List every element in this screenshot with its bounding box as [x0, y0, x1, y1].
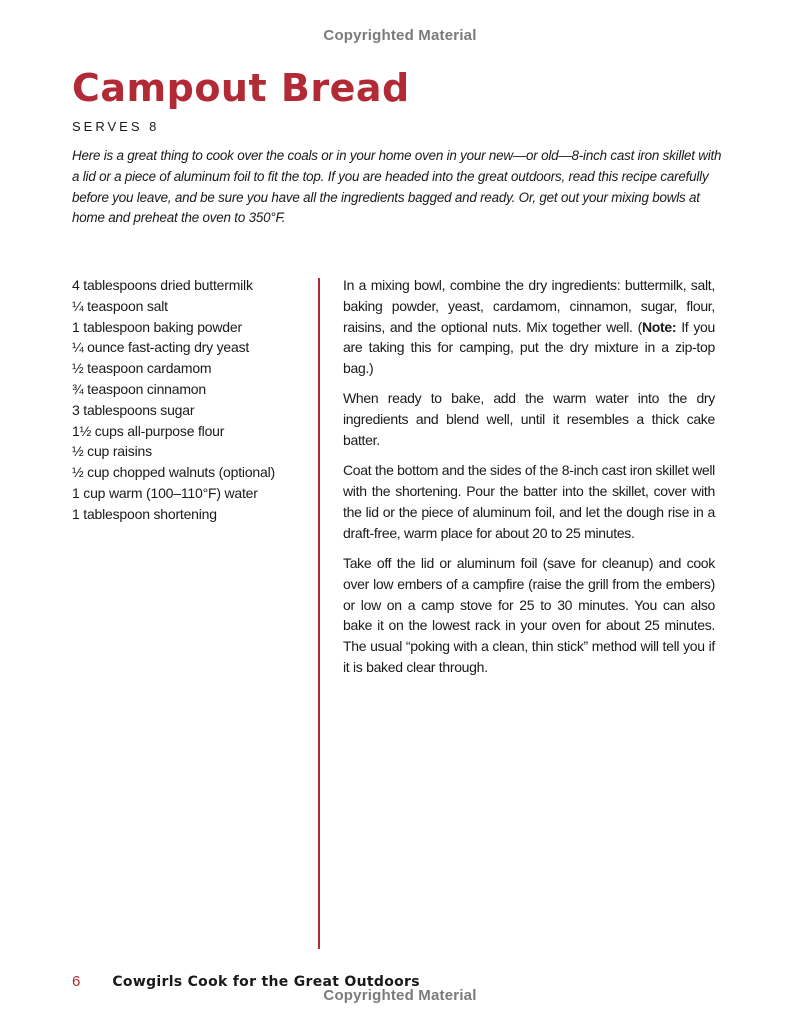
ingredient-item: ½ cup chopped walnuts (optional) — [72, 464, 275, 481]
ingredient-item: ½ teaspoon cardamom — [72, 360, 212, 377]
serves-label: SERVES 8 — [72, 119, 160, 134]
watermark-bottom: Copyrighted Material — [323, 987, 477, 1004]
method-step-2: When ready to bake, add the warm water into the dry ingredients and blend well, until it resembles a thick cake batter. — [343, 390, 715, 449]
ingredient-item: 4 tablespoons dried buttermilk — [72, 277, 253, 293]
method-step-1: In a mixing bowl, combine the dry ingredients: buttermilk, salt, baking powder, yeast, cardamom, cinnamon, sugar, flour, raisins, and the optional nuts. Mix together well. (Note: If you are taking this for camping, put the dry mixture in a zip-top bag.) — [343, 277, 716, 377]
ingredient-list — [72, 275, 275, 525]
ingredient-item: 1 cup warm (100–110°F) water — [72, 484, 258, 501]
ingredient-item: 1 tablespoon baking powder — [72, 318, 242, 335]
recipe-title: Campout Bread — [72, 66, 410, 110]
ingredient-item: ½ cup raisins — [72, 443, 152, 460]
ingredient-item: ¼ ounce fast-acting dry yeast — [72, 339, 250, 356]
ingredient-item: ¼ teaspoon salt — [72, 297, 168, 314]
note-label: Note: — [641, 318, 677, 335]
ingredient-item: 1 tablespoon shortening — [72, 505, 217, 522]
book-title: Cowgirls Cook for the Great Outdoors — [112, 974, 420, 990]
method-step-3: Coat the bottom and the sides of the 8-inch cast iron skillet well with the shortening. Pour the batter into the skillet, cover with the lid or the piece of aluminum foil, and let the dough rise in a draft-free, warm place for about 20 to 25 minutes. — [343, 462, 715, 541]
recipe-intro: Here is a great thing to cook over the coals or in your home oven in your new—or old—8-inch cast iron skillet with a lid or a piece of aluminum foil to fit the top. If you are headed into the great outdoors, read this recipe carefully before you leave, and be sure you have all the ingredients bagged and ready. Or, get out your mixing bowls at home and preheat the oven to 350°F. — [72, 148, 722, 226]
ingredient-item: 3 tablespoons sugar — [72, 401, 195, 418]
method-section — [343, 275, 715, 687]
page-number: 6 — [72, 973, 81, 990]
method-step-4: Take off the lid or aluminum foil (save for cleanup) and cook over low embers of a campfire (raise the grill from the embers) or low on a camp stove for 25 to 30 minutes. You can also bake it on the lowest rack in your oven for about 25 minutes. The usual “poking with a clean, thin stick” method will tell you if it is baked clear through. — [343, 555, 715, 676]
ingredient-item: ¾ teaspoon cinnamon — [72, 380, 206, 397]
column-divider — [318, 278, 320, 949]
watermark-top: Copyrighted Material — [323, 27, 477, 44]
ingredient-item: 1½ cups all-purpose flour — [72, 422, 225, 439]
